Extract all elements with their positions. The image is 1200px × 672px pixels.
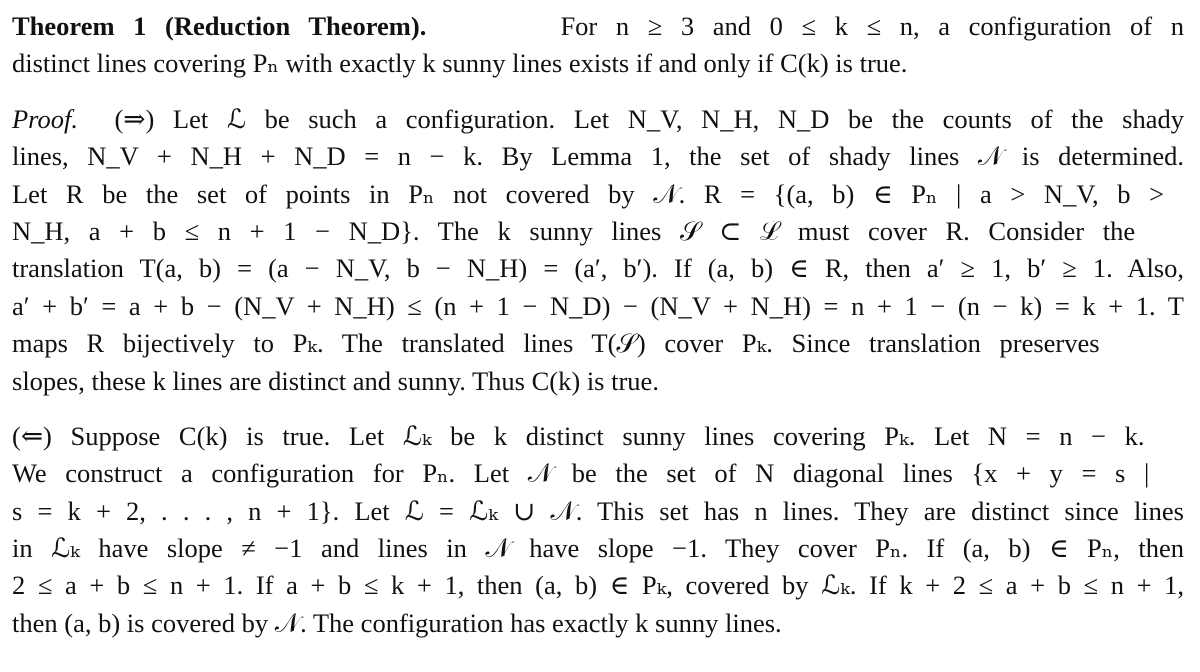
text-line xyxy=(12,213,1184,250)
converse-block xyxy=(12,418,1184,642)
text-line xyxy=(12,8,1184,45)
theorem-label: Theorem 1 (Reduction Theorem). xyxy=(12,11,427,41)
theorem-text: For n ≥ 3 and 0 ≤ k ≤ n, a configuration of n xyxy=(560,11,1184,41)
text-line xyxy=(12,493,1184,530)
text-line xyxy=(12,250,1184,287)
text-line xyxy=(12,325,1184,362)
converse-text: then (a, b) is covered by 𝒩. The configuration has exactly k sunny lines. xyxy=(12,607,782,638)
proof-text: slopes, these k lines are distinct and sunny. Thus C(k) is true. xyxy=(12,365,659,396)
proof-text: (⇒) Let ℒ be such a configuration. Let N_V, N_H, N_D be the counts of the shady xyxy=(114,103,1184,134)
text-line xyxy=(12,567,1184,604)
proof-text: a′ + b′ = a + b − (N_V + N_H) ≤ (n + 1 − N_D) − (N_V + N_H) = n + 1 − (n − k) = k + 1. T xyxy=(12,290,1184,321)
text-line xyxy=(12,418,1184,455)
proof-text: lines, N_V + N_H + N_D = n − k. By Lemma 1, the set of shady lines 𝒩 is determined. xyxy=(12,141,1184,172)
text-line xyxy=(12,45,1184,82)
text-line xyxy=(12,288,1184,325)
text-line xyxy=(12,363,1184,400)
text-line xyxy=(12,176,1184,213)
converse-text: in ℒₖ have slope ≠ −1 and lines in 𝒩 have slope −1. They cover Pₙ. If (a, b) ∈ Pₙ, then xyxy=(12,533,1184,564)
text-line xyxy=(12,455,1184,492)
converse-text: s = k + 2, . . . , n + 1}. Let ℒ = ℒₖ ∪ 𝒩. This set has n lines. They are distinct since lines xyxy=(12,495,1184,526)
theorem-text: distinct lines covering Pₙ with exactly k sunny lines exists if and only if C(k) is true. xyxy=(12,48,908,79)
proof-block xyxy=(12,101,1184,400)
text-line xyxy=(12,138,1184,175)
converse-text: We construct a configuration for Pₙ. Let 𝒩 be the set of N diagonal lines {x + y = s | xyxy=(12,458,1150,489)
theorem-block xyxy=(12,8,1184,83)
text-line xyxy=(12,101,1184,138)
converse-text: (⇐) Suppose C(k) is true. Let ℒₖ be k distinct sunny lines covering Pₖ. Let N = n − k. xyxy=(12,420,1145,451)
proof-text: translation T(a, b) = (a − N_V, b − N_H) = (a′, b′). If (a, b) ∈ R, then a′ ≥ 1, b′ ≥ 1. Also, xyxy=(12,253,1184,284)
proof-text: Let R be the set of points in Pₙ not covered by 𝒩. R = {(a, b) ∈ Pₙ | a > N_V, b > xyxy=(12,178,1165,209)
proof-text: N_H, a + b ≤ n + 1 − N_D}. The k sunny lines 𝒮 ⊂ ℒ must cover R. Consider the xyxy=(12,215,1136,246)
proof-text: maps R bijectively to Pₖ. The translated lines T(𝒮) cover Pₖ. Since translation preserves xyxy=(12,328,1100,359)
text-line xyxy=(12,605,1184,642)
converse-text: 2 ≤ a + b ≤ n + 1. If a + b ≤ k + 1, then (a, b) ∈ Pₖ, covered by ℒₖ. If k + 2 ≤ a + b ≤ n + 1, xyxy=(12,570,1184,601)
text-line xyxy=(12,530,1184,567)
proof-label: Proof. xyxy=(12,103,79,134)
